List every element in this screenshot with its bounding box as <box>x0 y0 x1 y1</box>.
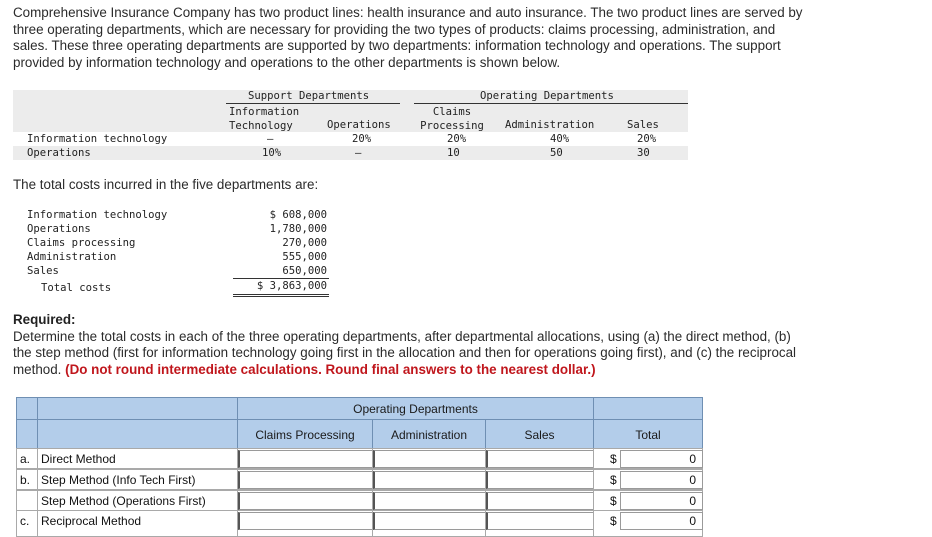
total-value: 0 <box>689 494 696 508</box>
cost-label: Information technology <box>27 209 168 221</box>
support-group-underline <box>226 103 400 104</box>
total-cell <box>593 448 703 469</box>
row-label <box>37 510 238 537</box>
support-cell-claims: 20% <box>447 133 467 145</box>
sales-input[interactable] <box>486 471 594 489</box>
intro-line: provided by information technology and operations to the other departments is shown below. <box>13 54 561 70</box>
answer-header-blank-letter-2 <box>16 419 38 449</box>
cost-value: 1,780,000 <box>269 223 327 235</box>
required-title: Required: <box>13 312 76 327</box>
cost-label: Operations <box>27 223 91 235</box>
col-sales: Sales <box>524 428 555 442</box>
total-cell <box>593 510 703 537</box>
claims-cell <box>237 448 373 469</box>
row-letter-text: a. <box>20 452 31 466</box>
col-header-claims-line1: Claims <box>432 106 472 118</box>
claims-processing-input[interactable] <box>238 492 373 510</box>
row-label <box>37 469 238 490</box>
col-header-claims-line2: Processing <box>420 120 484 132</box>
dollar-sign: $ <box>610 494 617 508</box>
required-line: the step method (first for information technology going first in the allocation and then for operations going first), and (c) the reciprocal <box>13 345 797 360</box>
row-letter <box>16 448 38 469</box>
sales-cell <box>485 448 594 469</box>
answer-header-total <box>593 419 703 449</box>
answer-header-claims <box>237 419 373 449</box>
cost-value: 270,000 <box>282 237 327 249</box>
required-last-prefix: method. <box>13 361 66 377</box>
intro-line: Comprehensive Insurance Company has two product lines: health insurance and auto insurance. The two product lines are served by <box>13 5 803 20</box>
costs-double-underline-2 <box>233 296 329 297</box>
operating-group-header: Operating Departments <box>480 90 614 102</box>
total-cost-value: $ 3,863,000 <box>256 280 327 292</box>
answer-header-blank-label <box>37 397 238 420</box>
answer-header-sales <box>485 419 594 449</box>
row-label <box>37 490 238 511</box>
operating-departments-header: Operating Departments <box>353 402 478 416</box>
intro-paragraph <box>13 5 923 71</box>
col-claims-processing: Claims Processing <box>255 428 355 442</box>
total-value: 0 <box>689 452 696 466</box>
intro-line: three operating departments, which are necessary for providing the two types of products: claims processing, administration, and <box>13 21 776 37</box>
support-cell-ops: 20% <box>352 133 372 145</box>
costs-sum-line <box>233 278 329 279</box>
admin-cell <box>372 490 486 511</box>
col-header-it-line2: Technology <box>229 120 293 132</box>
support-cell-it: — <box>267 133 274 145</box>
answer-header-blank-total <box>593 397 703 420</box>
admin-cell <box>372 448 486 469</box>
col-header-admin: Administration <box>505 119 595 131</box>
answer-header-admin <box>372 419 486 449</box>
sales-cell <box>485 490 594 511</box>
row-letter-text: c. <box>20 514 30 528</box>
row-letter <box>16 510 38 537</box>
col-total: Total <box>635 428 661 442</box>
col-header-claims <box>420 105 484 133</box>
support-row-label: Information technology <box>27 133 168 145</box>
required-section <box>13 312 923 378</box>
cost-label: Sales <box>27 265 59 277</box>
col-header-it <box>229 105 299 133</box>
claims-processing-input[interactable] <box>238 471 373 489</box>
administration-input[interactable] <box>373 492 486 510</box>
cost-value: 650,000 <box>282 265 327 277</box>
col-header-it-line1: Information <box>229 106 300 118</box>
row-label-text: Step Method (Info Tech First) <box>41 473 196 487</box>
claims-cell <box>237 510 373 537</box>
admin-cell <box>372 510 486 537</box>
answer-header-blank-label-2 <box>37 419 238 449</box>
answer-header-operating-group <box>237 397 594 420</box>
claims-processing-input[interactable] <box>238 450 373 468</box>
administration-input[interactable] <box>373 450 486 468</box>
required-line-last <box>13 362 923 379</box>
administration-input[interactable] <box>373 512 486 530</box>
support-table-row-band <box>13 146 688 160</box>
row-label <box>37 448 238 469</box>
sales-cell <box>485 510 594 537</box>
row-label-text: Reciprocal Method <box>41 514 142 528</box>
cost-label: Claims processing <box>27 237 136 249</box>
intro-line: sales. These three operating departments are supported by two departments: information technology and operations. The support <box>13 38 781 53</box>
sales-input[interactable] <box>486 450 594 468</box>
answer-header-blank-letter <box>16 397 38 420</box>
total-value: 0 <box>689 473 696 487</box>
col-administration: Administration <box>390 428 468 442</box>
total-cell <box>593 490 703 511</box>
row-letter <box>16 490 38 511</box>
col-header-sales: Sales <box>627 119 659 131</box>
support-cell-claims: 10 <box>447 147 460 159</box>
admin-cell <box>372 469 486 490</box>
operating-group-underline <box>414 103 688 104</box>
claims-cell <box>237 469 373 490</box>
costs-double-underline-1 <box>233 294 329 295</box>
support-cell-admin: 40% <box>550 133 570 145</box>
support-cell-sales: 30 <box>637 147 650 159</box>
total-value: 0 <box>689 514 696 528</box>
row-letter <box>16 469 38 490</box>
cost-label: Administration <box>27 251 117 263</box>
row-label-text: Step Method (Operations First) <box>41 494 206 508</box>
cost-value: 555,000 <box>282 251 327 263</box>
claims-processing-input[interactable] <box>238 512 373 530</box>
costs-intro: The total costs incurred in the five departments are: <box>13 177 319 192</box>
support-cell-admin: 50 <box>550 147 563 159</box>
row-letter-text: b. <box>20 473 31 487</box>
sales-input[interactable] <box>486 512 594 530</box>
total-cost-label: Total costs <box>41 282 112 294</box>
col-header-ops: Operations <box>327 119 391 131</box>
support-group-header: Support Departments <box>248 90 370 102</box>
support-cell-it: 10% <box>262 147 282 159</box>
dollar-sign: $ <box>610 514 617 528</box>
sales-input[interactable] <box>486 492 594 510</box>
support-cell-ops: — <box>355 147 362 159</box>
total-cell <box>593 469 703 490</box>
required-line: Determine the total costs in each of the three operating departments, after departmental allocations, using (a) the direct method, (b) <box>13 328 791 344</box>
sales-cell <box>485 469 594 490</box>
dollar-sign: $ <box>610 452 617 466</box>
rounding-instruction: (Do not round intermediate calculations. Round final answers to the nearest dollar.) <box>65 361 596 377</box>
administration-input[interactable] <box>373 471 486 489</box>
dollar-sign: $ <box>610 473 617 487</box>
claims-cell <box>237 490 373 511</box>
support-cell-sales: 20% <box>637 133 657 145</box>
row-label-text: Direct Method <box>41 452 116 466</box>
cost-value: $ 608,000 <box>269 209 327 221</box>
support-row-label: Operations <box>27 147 91 159</box>
